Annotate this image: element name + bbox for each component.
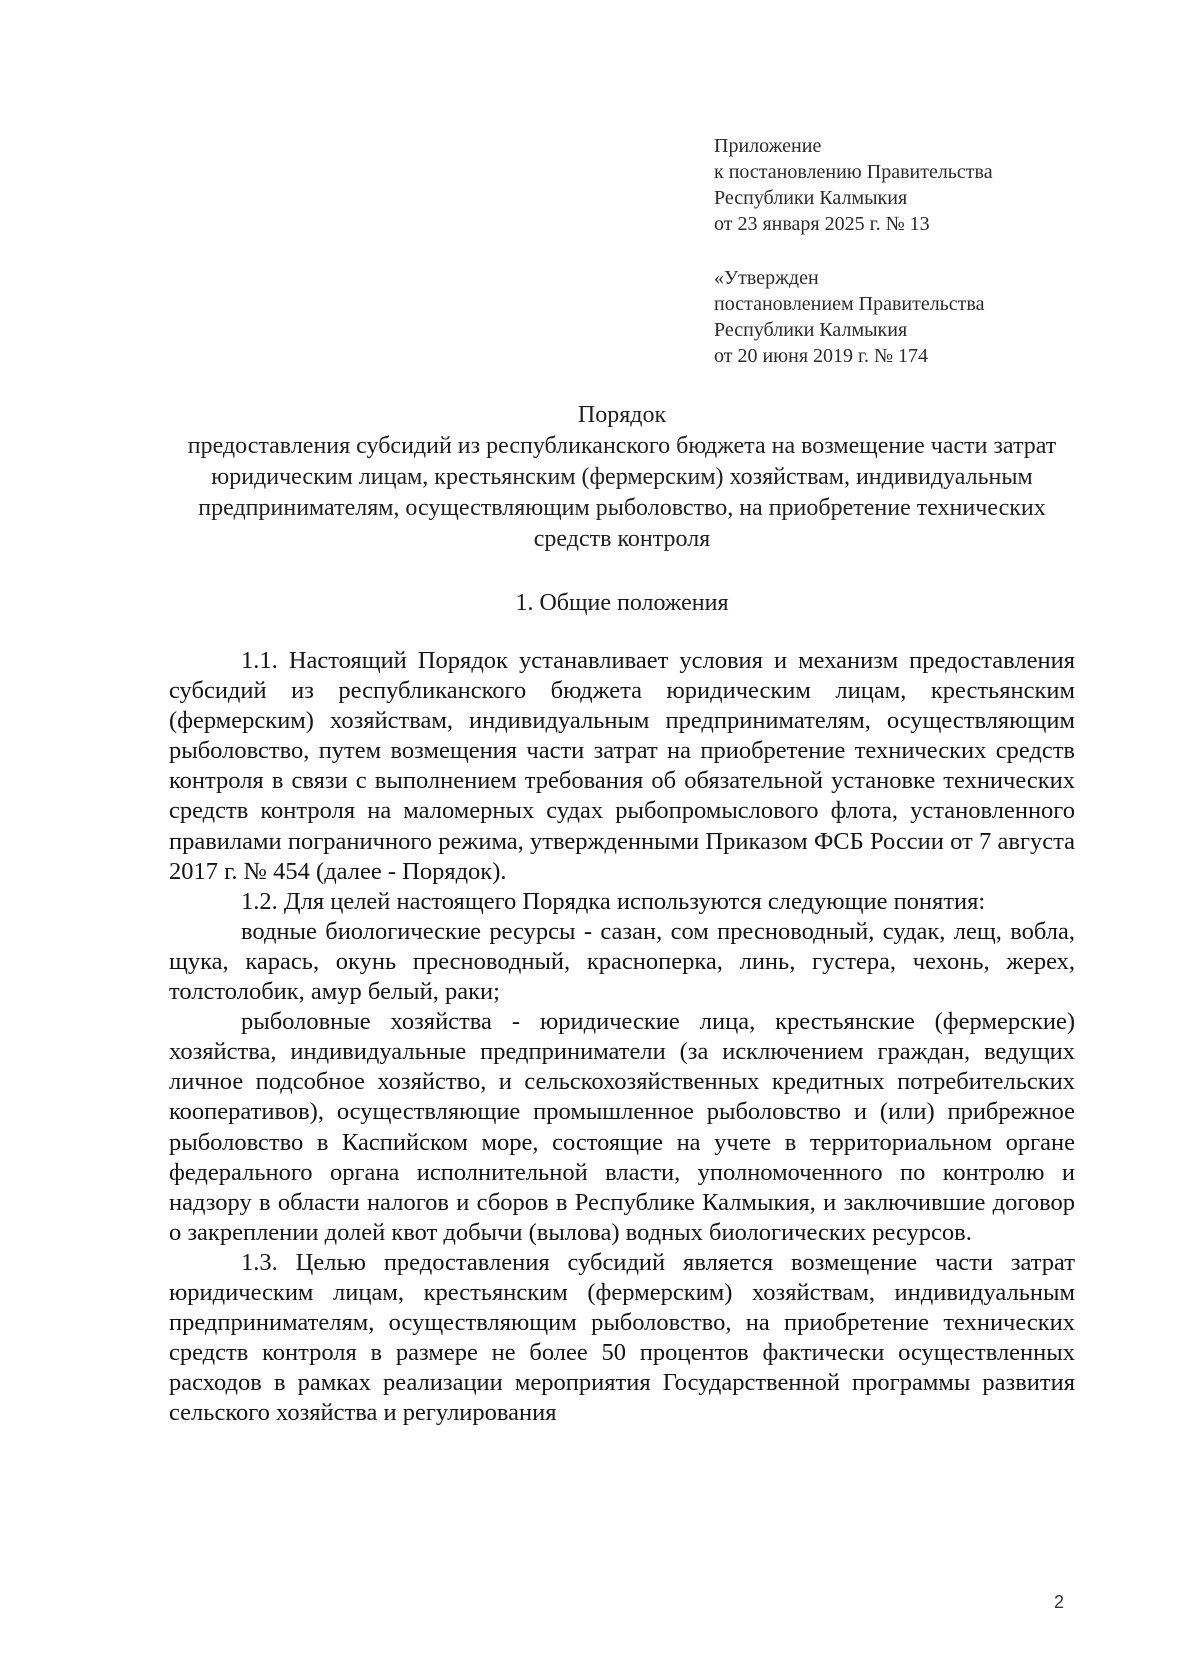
paragraph: водные биологические ресурсы - сазан, сом пресноводный, судак, лещ, вобла, щука, карась, окунь пресноводный, красноперка, линь, густера, чехонь, жерех, толстолобик, амур белый, раки; — [169, 917, 1075, 1006]
paragraph: 1.2. Для целей настоящего Порядка используются следующие понятия: — [241, 887, 986, 915]
paragraph: рыболовные хозяйства - юридические лица, крестьянские (фермерские) хозяйства, индивидуальные предприниматели (за исключением граждан, ведущих личное подсобное хозяйство, и сельскохозяйственных кредитных потребительских кооперативов), осуществляющие промышленное рыболовство и (или) прибрежное рыболовство в Каспийском море, состоящие на учете в территориальном органе федерального органа исполнительной власти, уполномоченного по контролю и надзору в области налогов и сборов в Республике Калмыкия, и заключившие договор о закреплении долей квот добычи (вылова) водных биологических ресурсов. — [169, 1008, 1075, 1246]
paragraph: 1.3. Целью предоставления субсидий является возмещение части затрат юридическим лицам, крестьянским (фермерским) хозяйствам, индивидуальным предпринимателям, осуществляющим рыболовство, на приобретение технических средств контроля в размере не более 50 процентов фактически осуществленных расходов в рамках реализации мероприятия Государственной программы развития сельского хозяйства и регулирования — [169, 1248, 1075, 1427]
appendix-note — [714, 133, 993, 237]
appendix-line: к постановлению Правительства — [714, 161, 993, 183]
section-heading: 1. Общие положения — [515, 590, 729, 616]
appendix-line: Приложение — [714, 135, 822, 157]
approval-line: от 20 июня 2019 г. № 174 — [714, 345, 929, 367]
document-title: Порядок — [577, 402, 667, 428]
appendix-line: от 23 января 2025 г. № 13 — [714, 213, 930, 235]
approval-line: Республики Калмыкия — [714, 319, 908, 341]
approval-line: «Утвержден — [714, 267, 819, 289]
paragraph: 1.1. Настоящий Порядок устанавливает условия и механизм предоставления субсидий из республиканского бюджета юридическим лицам, крестьянским (фермерским) хозяйствам, индивидуальным предпринимателям, осуществляющим рыболовство, путем возмещения части затрат на приобретение технических средств контроля в связи с выполнением требования об обязательной установке технических средств контроля на маломерных судах рыбопромыслового флота, установленного правилами пограничного режима, утвержденными Приказом ФСБ России от 7 августа 2017 г. № 454 (далее - Порядок). — [169, 647, 1075, 885]
approval-line: постановлением Правительства — [714, 293, 985, 315]
document-title-block — [160, 400, 1084, 555]
document-subtitle: предоставления субсидий из республиканского бюджета на возмещение части затрат юридическим лицам, крестьянским (фермерским) хозяйствам, индивидуальным предпринимателям, осуществляющим рыболовство, на приобретение технических средств контроля — [187, 433, 1057, 552]
page-number: 2 — [1054, 1592, 1065, 1612]
document-body — [169, 646, 1075, 1428]
appendix-line: Республики Калмыкия — [714, 187, 908, 209]
approval-note — [714, 265, 984, 369]
